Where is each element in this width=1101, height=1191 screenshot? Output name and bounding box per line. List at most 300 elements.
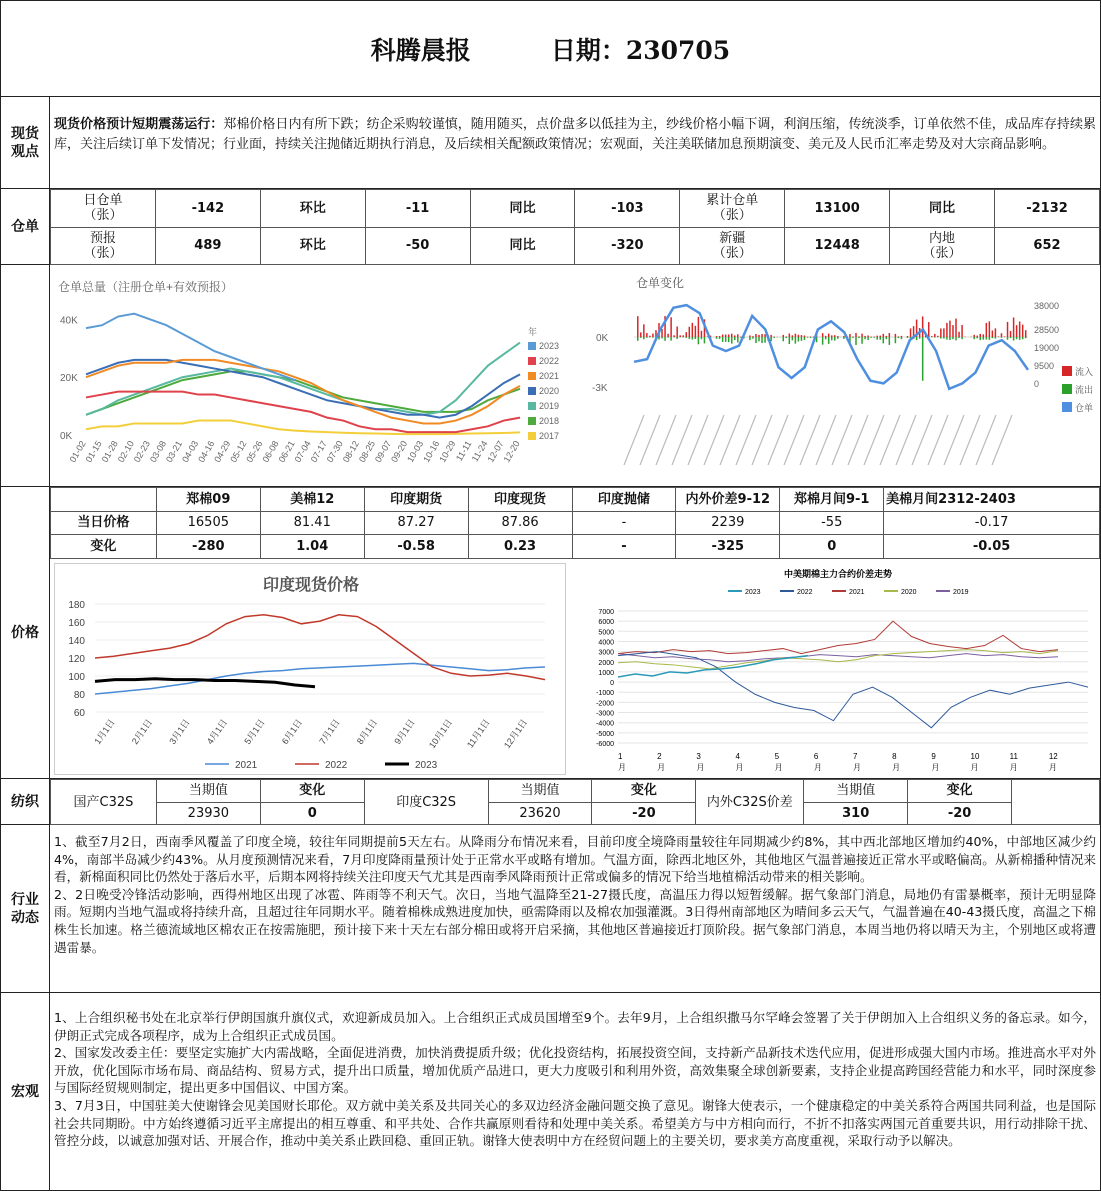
label-price: 价格 [1, 487, 50, 779]
chart2-outflow-bar [643, 337, 645, 339]
chart4-legend-label: 2023 [745, 589, 761, 596]
price-cell: -325 [676, 535, 780, 559]
chart4-ytick: 6000 [598, 619, 614, 627]
price-cell: 16505 [156, 511, 260, 535]
chart4-series-2023 [618, 656, 808, 677]
price-cell: 1.04 [260, 535, 364, 559]
warrant-cell: 13100 [785, 190, 890, 228]
chart2-outflow-bar [786, 337, 788, 338]
chart2-inflow-bar [958, 332, 960, 337]
chart2-outflow-bar [658, 337, 660, 340]
chart4-xtick: 8 [892, 752, 897, 761]
chart3-xtick: 6月1日 [279, 717, 305, 747]
chart2-outflow-bar [976, 337, 978, 338]
chart2-inflow-bar [1016, 325, 1018, 337]
price-cell: 87.86 [468, 511, 572, 535]
chart2-inflow-bar [1010, 331, 1012, 337]
chart2-outflow-bar [986, 337, 988, 340]
yarn-blank [1012, 780, 1100, 825]
price-row-label: 变化 [51, 535, 157, 559]
warrant-cell: 同比 [470, 227, 575, 265]
chart1-legend-swatch [528, 357, 536, 365]
chart2-inflow-bar [889, 333, 891, 337]
chart2-xtick-mark [736, 415, 756, 465]
chart4-ytick: 7000 [598, 609, 614, 616]
chart2-outflow-bar [761, 337, 763, 343]
chart1-xtick: 12-07 [485, 439, 506, 464]
price-header: 印度现货 [468, 488, 572, 512]
chart3-xtick: 2月1日 [129, 717, 155, 747]
price-header: 内外价差9-12 [676, 488, 780, 512]
industry-section [50, 825, 1100, 993]
chart2-outflow-bar [795, 337, 797, 344]
price-cell: -55 [780, 511, 884, 535]
chart1-xtick: 02-23 [131, 439, 153, 464]
chart1-xtick: 03-08 [147, 439, 169, 464]
chart3-series-2023 [95, 679, 315, 687]
chart2-inflow-bar [949, 321, 951, 337]
chart4-xtick: 6 [813, 752, 819, 761]
chart1-legend-swatch [528, 372, 536, 380]
chart2-inflow-bar [770, 335, 772, 337]
chart2-outflow-bar [637, 337, 639, 341]
chart2-outflow-bar [773, 337, 775, 338]
chart1-xtick: 10-29 [437, 439, 458, 464]
chart2-outflow-bar [1025, 337, 1027, 338]
chart4-xtick: 4 [735, 752, 740, 761]
chart4-xtick: 3 [696, 752, 701, 761]
chart2-inflow-bar [643, 324, 645, 337]
yarn-cn-chg-h: 变化 [260, 780, 364, 803]
chart2-inflow-bar [728, 334, 730, 337]
chart2-outflow-bar [1019, 337, 1021, 340]
chart2-xtick-mark [960, 415, 980, 465]
chart2-outflow-bar [952, 337, 954, 339]
chart2-outflow-bar [837, 337, 839, 339]
chart2-outflow-bar [734, 337, 736, 340]
chart2-outflow-bar [958, 337, 960, 338]
price-cell: 81.41 [260, 511, 364, 535]
chart2-ytick-right: 19000 [1034, 343, 1060, 353]
chart2-outflow-bar [949, 337, 951, 340]
warrant-cell: 652 [995, 227, 1100, 265]
chart2-xtick-mark [832, 415, 852, 465]
chart2-inflow-bar [1013, 318, 1015, 337]
chart2-inflow-bar [910, 328, 912, 337]
price-cell: 87.27 [364, 511, 468, 535]
chart2-legend-swatch [1062, 384, 1072, 394]
chart3-ytick: 180 [68, 600, 85, 611]
chart2-inflow-bar [667, 334, 669, 337]
chart1-xtick: 04-03 [180, 439, 201, 464]
chart2-outflow-bar [822, 337, 824, 345]
chart4-xtick-unit: 月 [1009, 763, 1018, 772]
chart4-ytick: -2000 [596, 700, 614, 708]
chart3-xtick: 9月1日 [392, 717, 417, 747]
chart2-inflow-bar [834, 335, 836, 337]
chart1-legend-label: 2019 [539, 401, 560, 411]
chart2-inflow-bar [798, 335, 800, 337]
chart1-xtick: 08-25 [356, 439, 378, 464]
chart3-ytick: 60 [73, 708, 85, 719]
chart2-inflow-bar [928, 322, 930, 337]
price-cell: 0 [780, 535, 884, 559]
warrant-change-chart [578, 265, 1098, 485]
industry-item-2: 2、2日晚受冷锋活动影响，西得州地区出现了冰雹、阵雨等不利天气。次日，当地气温降至21-27摄氏度，高温压力得以短暂缓解。据气象部门消息，局地仍有雷暴概率，预计无明显降雨。短期内当地气温或将持续升高，且超过往年同期水平。随着棉株成熟进度加快，亟需降雨以及棉农加强灌溉。3日得州南部地区为晴间多云天气，气温普遍在40-43摄氏度，高温之下棉株生长加速。格兰德流域地区棉农正在按需施肥，预计接下来十天左右部分棉田或将开启采摘，其他地区普遍接近打顶阶段。据气象部门消息，本周当地仍将以晴天为主，个别地区或将遭遇雷暴。 [54, 886, 1096, 955]
chart1-series-2019 [86, 343, 520, 415]
chart2-outflow-bar [873, 337, 875, 338]
chart3-xtick: 12月1日 [502, 717, 530, 751]
chart2-outflow-bar [831, 337, 833, 340]
chart4-xtick-unit: 月 [774, 763, 783, 772]
chart4-xtick-unit: 月 [1048, 763, 1057, 772]
yarn-spread-chg: -20 [908, 802, 1012, 825]
warrant-cell: -142 [155, 190, 260, 228]
chart2-inflow-bar [725, 335, 727, 337]
warrant-table [50, 189, 1100, 265]
chart4-xtick-unit: 月 [618, 763, 626, 772]
chart1-series-2023 [86, 314, 295, 380]
chart2-outflow-bar [737, 337, 739, 342]
chart2-inflow-bar [952, 325, 954, 337]
chart2-inflow-bar [752, 336, 754, 337]
chart2-outflow-bar [698, 337, 700, 344]
chart1-xtick: 04-29 [212, 439, 233, 464]
macro-item-1: 1、上合组织秘书处在北京举行伊朗国旗升旗仪式，欢迎新成员加入。上合组织正式成员国增至9个。去年9月，上合组织撒马尔罕峰会签署了关于伊朗加入上合组织义务的备忘录。如今，伊朗正式完成各项程序，成为上合组织正式成员国。 [54, 1010, 1096, 1043]
chart2-xtick-mark [944, 415, 964, 465]
chart2-outflow-bar [992, 337, 994, 338]
chart1-xtick: 05-26 [244, 439, 265, 464]
chart1-xtick: 10-16 [421, 439, 442, 464]
chart1-xtick: 08-12 [340, 439, 361, 464]
chart4-xtick: 9 [931, 752, 936, 761]
chart4-ytick: 4000 [598, 639, 614, 647]
chart2-ytick: 0K [596, 333, 609, 344]
warrant-cell: -320 [575, 227, 680, 265]
label-macro: 宏观 [1, 993, 50, 1191]
chart2-outflow-bar [752, 337, 754, 339]
chart2-outflow-bar [667, 337, 669, 338]
chart2-outflow-bar [895, 337, 897, 343]
chart1-legend-swatch [528, 402, 536, 410]
chart2-inflow-bar [883, 334, 885, 337]
chart2-xtick-mark [816, 415, 836, 465]
chart2-outflow-bar [898, 337, 900, 338]
chart2-inflow-bar [783, 335, 785, 337]
chart1-xtick: 10-03 [405, 439, 426, 464]
chart2-inflow-bar [689, 327, 691, 337]
chart4-xtick: 11 [1009, 752, 1018, 761]
chart2-outflow-bar [758, 337, 760, 341]
industry-item-1: 1、截至7月2日，西南季风覆盖了印度全境，较往年同期提前5天左右。从降雨分布情况来看，目前印度全境降雨量较往年同期减少约8%，其中西北部地区增加约40%，中部地区减少约4%，南部半岛减少约43%。从月度预测情况来看，7月印度降雨量预计处于正常水平或略有增加。气温方面，除西北地区外，其他地区气温普遍接近正常水平或略偏高。从新棉播种情况来看，新棉面积同比仍然处于落后水平，后期本网将持续关注印度天气尤其是西南季风降雨预计正常或偏多的情况下给当地植棉活动带来的相关影响。 [54, 834, 1096, 885]
chart2-inflow-bar [843, 336, 845, 337]
chart2-inflow-bar [922, 316, 924, 337]
chart1-xtick: 01-28 [99, 439, 120, 464]
warrant-cell: 12448 [785, 227, 890, 265]
chart2-outflow-bar [864, 337, 866, 339]
chart4-ytick: -5000 [596, 730, 614, 738]
chart4-series-2021 [618, 621, 1058, 653]
chart2-inflow-bar [792, 335, 794, 337]
chart2-inflow-bar [731, 334, 733, 337]
chart4-ytick: 3000 [598, 649, 614, 657]
chart2-inflow-bar [855, 333, 857, 337]
chart1-legend-label: 2017 [539, 431, 560, 441]
chart2-outflow-bar [640, 337, 642, 338]
chart2-inflow-bar [682, 335, 684, 337]
chart2-legend-label: 仓单 [1075, 403, 1094, 413]
chart2-outflow-bar [843, 337, 845, 339]
chart2-outflow-bar [661, 337, 663, 338]
warrant-cell: 累计仓单 （张） [680, 190, 785, 228]
india-spot-price-chart [54, 563, 566, 775]
chart1-ytick: 40K [60, 315, 78, 327]
chart2-outflow-bar [755, 337, 757, 343]
chart2-inflow-bar [686, 332, 688, 337]
report-date: 日期：230705 [550, 35, 731, 65]
chart2-inflow-bar [1004, 336, 1006, 337]
chart2-inflow-bar [722, 335, 724, 337]
chart2-inflow-bar [719, 336, 721, 337]
price-cell: -0.17 [884, 511, 1100, 535]
chart1-xtick: 07-30 [324, 439, 345, 464]
chart2-outflow-bar [689, 337, 691, 339]
chart2-inflow-bar [876, 336, 878, 337]
price-section [50, 487, 1100, 779]
chart2-inflow-bar [670, 317, 672, 337]
chart2-outflow-bar [876, 337, 878, 340]
chart2-ytick-right: 28500 [1034, 325, 1060, 335]
chart3-xtick: 10月1日 [427, 717, 455, 751]
chart4-xtick: 7 [853, 752, 858, 761]
warrant-cell: 489 [155, 227, 260, 265]
chart2-inflow-bar [652, 334, 654, 337]
cn-us-spread-chart [578, 563, 1096, 775]
chart2-ytick: -3K [592, 383, 608, 394]
chart2-inflow-bar [734, 335, 736, 337]
chart2-inflow-bar [1022, 325, 1024, 337]
chart2-title: 仓单变化 [636, 276, 685, 290]
chart3-legend-label: 2023 [415, 760, 438, 771]
chart2-inflow-bar [640, 332, 642, 337]
warrant-cell: 同比 [470, 190, 575, 228]
chart2-inflow-bar [946, 323, 948, 337]
chart2-xtick-mark [784, 415, 804, 465]
chart3-xtick: 11月1日 [464, 717, 492, 750]
chart2-outflow-bar [686, 337, 688, 338]
chart2-inflow-bar [837, 336, 839, 337]
chart2-outflow-bar [770, 337, 772, 341]
chart2-inflow-bar [764, 334, 766, 337]
chart2-outflow-bar [704, 337, 706, 343]
chart2-inflow-bar [679, 335, 681, 337]
chart1-legend-swatch [528, 387, 536, 395]
chart4-xtick: 10 [970, 752, 980, 761]
chart2-outflow-bar [867, 337, 869, 340]
chart1-xtick: 01-02 [67, 439, 88, 464]
chart4-ytick: 0 [610, 680, 614, 688]
chart1-title: 仓单总量（注册仓单+有效预报） [58, 280, 234, 294]
chart2-outflow-bar [901, 337, 903, 339]
chart2-xtick-mark [864, 415, 884, 465]
chart2-inflow-bar [992, 330, 994, 337]
chart4-xtick-unit: 月 [853, 763, 861, 772]
chart2-inflow-bar [701, 331, 703, 337]
chart2-outflow-bar [973, 337, 975, 339]
chart1-xtick: 02-10 [115, 439, 136, 464]
chart2-inflow-bar [858, 336, 860, 337]
chart1-ytick: 0K [60, 431, 73, 442]
chart2-inflow-bar [676, 327, 678, 337]
chart4-legend-label: 2022 [797, 589, 813, 596]
chart3-xtick: 7月1日 [317, 717, 342, 747]
chart2-outflow-bar [995, 337, 997, 339]
chart2-xtick-mark [992, 415, 1012, 465]
chart2-inflow-bar [1007, 322, 1009, 337]
chart4-ytick: -3000 [596, 710, 614, 718]
chart2-outflow-bar [731, 337, 733, 344]
yarn-cn-cur-h: 当期值 [156, 780, 260, 803]
yarn-in-chg-h: 变化 [592, 780, 696, 803]
chart3-ytick: 100 [68, 672, 85, 683]
warrant-cell: 环比 [260, 227, 365, 265]
report-title: 科腾晨报 [370, 35, 471, 65]
chart2-legend-swatch [1062, 366, 1072, 376]
chart2-outflow-bar [916, 337, 918, 340]
chart2-inflow-bar [849, 334, 851, 337]
price-cell: -0.58 [364, 535, 468, 559]
chart2-legend-swatch [1062, 402, 1072, 412]
chart2-inflow-bar [895, 334, 897, 337]
chart2-inflow-bar [716, 336, 718, 337]
warrant-total-chart [50, 265, 570, 485]
chart2-inflow-bar [692, 323, 694, 337]
warrant-cell: 环比 [260, 190, 365, 228]
chart2-inflow-bar [755, 334, 757, 337]
chart2-outflow-bar [810, 337, 812, 338]
price-cell: - [572, 535, 676, 559]
chart2-inflow-bar [867, 335, 869, 337]
chart2-xtick-mark [656, 415, 676, 465]
chart2-inflow-bar [961, 325, 963, 337]
chart2-inflow-bar [825, 336, 827, 337]
chart1-series-2018 [86, 371, 520, 414]
chart1-xtick: 07-17 [308, 439, 329, 464]
chart2-outflow-bar [1022, 337, 1024, 339]
macro-item-3: 3、7月3日，中国驻美大使谢锋会见美国财长耶伦。双方就中美关系及共同关心的多双边经济金融问题交换了意见。谢锋大使表示，一个健康稳定的中美关系符合两国共同利益，也是国际社会共同期盼。中方始终遵循习近平主席提出的相互尊重、和平共处、合作共赢原则看待和处理中美关系。希望美方与中方相向而行，不折不扣落实两国元首重要共识，用行动排除干扰、管控分歧，以诚意加强对话、开展合作，推动中美关系止跌回稳、重回正轨。谢锋大使表明中方在经贸问题上的主要关切，要求美方高度重视，采取行动予以解决。 [54, 1097, 1096, 1149]
chart2-outflow-bar [825, 337, 827, 339]
chart2-outflow-bar [695, 337, 697, 339]
chart2-inflow-bar [901, 336, 903, 337]
chart2-outflow-bar [664, 337, 666, 341]
label-warrant: 仓单 [1, 189, 50, 265]
warrant-cell: -11 [365, 190, 470, 228]
chart3-legend-label: 2021 [235, 760, 258, 771]
chart1-legend-swatch [528, 342, 536, 350]
chart2-outflow-bar [789, 337, 791, 344]
chart2-inflow-bar [831, 335, 833, 337]
chart2-inflow-bar [934, 334, 936, 337]
chart2-outflow-bar [722, 337, 724, 342]
yarn-in-cur-h: 当期值 [488, 780, 592, 803]
chart2-inflow-bar [637, 316, 639, 337]
chart2-inflow-bar [931, 336, 933, 337]
warrant-cell: 同比 [890, 190, 995, 228]
chart2-inflow-bar [1001, 333, 1003, 337]
chart1-xtick: 06-08 [260, 439, 281, 464]
chart2-outflow-bar [852, 337, 854, 338]
chart2-outflow-bar [934, 337, 936, 338]
yarn-spread-cur: 310 [804, 802, 908, 825]
chart1-legend-swatch [528, 432, 536, 440]
chart2-inflow-bar [673, 335, 675, 337]
chart2-inflow-bar [1019, 322, 1021, 337]
price-header: 郑棉月间9-1 [780, 488, 884, 512]
chart2-outflow-bar [883, 337, 885, 343]
chart2-outflow-bar [940, 337, 942, 339]
chart2-xtick-mark [976, 415, 996, 465]
warrant-cell: 内地 （张） [890, 227, 995, 265]
price-cell: -0.05 [884, 535, 1100, 559]
chart2-outflow-bar [1013, 337, 1015, 341]
yarn-in-label: 印度C32S [364, 780, 488, 825]
chart2-inflow-bar [864, 336, 866, 337]
chart4-ytick: 1000 [598, 669, 614, 677]
chart2-outflow-bar [861, 337, 863, 344]
chart2-inflow-bar [976, 336, 978, 337]
chart4-xtick-unit: 月 [735, 763, 744, 772]
chart2-outflow-bar [1007, 337, 1009, 340]
chart2-inflow-bar [698, 317, 700, 337]
chart2-outflow-bar [719, 337, 721, 339]
chart4-xtick: 12 [1048, 752, 1058, 761]
chart1-legend-label: 2018 [539, 416, 560, 426]
warrant-cell: 新疆 （张） [680, 227, 785, 265]
chart2-inflow-bar [695, 326, 697, 337]
chart2-outflow-bar [676, 337, 678, 339]
chart2-inflow-bar [1025, 330, 1027, 337]
chart2-xtick-mark [672, 415, 692, 465]
yarn-in-chg: -20 [592, 802, 696, 825]
chart1-xtick: 03-21 [164, 439, 185, 464]
chart2-xtick-mark [720, 415, 740, 465]
yarn-cn-cur: 23930 [156, 802, 260, 825]
chart2-outflow-bar [716, 337, 718, 339]
chart2-outflow-bar [858, 337, 860, 338]
chart2-xtick-mark [912, 415, 932, 465]
chart2-outflow-bar [889, 337, 891, 345]
chart1-legend-swatch [528, 417, 536, 425]
chart4-xtick-unit: 月 [892, 763, 901, 772]
chart1-xtick: 04-16 [196, 439, 217, 464]
chart2-inflow-bar [898, 336, 900, 337]
chart2-xtick-mark [800, 415, 820, 465]
chart4-xtick-unit: 月 [657, 763, 666, 772]
chart2-outflow-bar [834, 337, 836, 341]
chart3-xtick: 8月1日 [354, 717, 380, 747]
chart2-xtick-mark [880, 415, 900, 465]
chart2-outflow-bar [725, 337, 727, 342]
chart3-title: 印度现货价格 [262, 577, 360, 594]
chart1-legend-label: 2021 [539, 371, 560, 381]
chart3-ytick: 160 [68, 618, 85, 629]
chart1-xtick: 11-11 [454, 439, 474, 463]
chart2-inflow-bar [983, 334, 985, 337]
yarn-cn-label: 国产C32S [51, 780, 157, 825]
chart2-outflow-bar [1010, 337, 1012, 338]
chart2-outflow-bar [792, 337, 794, 340]
chart2-inflow-bar [907, 336, 909, 337]
